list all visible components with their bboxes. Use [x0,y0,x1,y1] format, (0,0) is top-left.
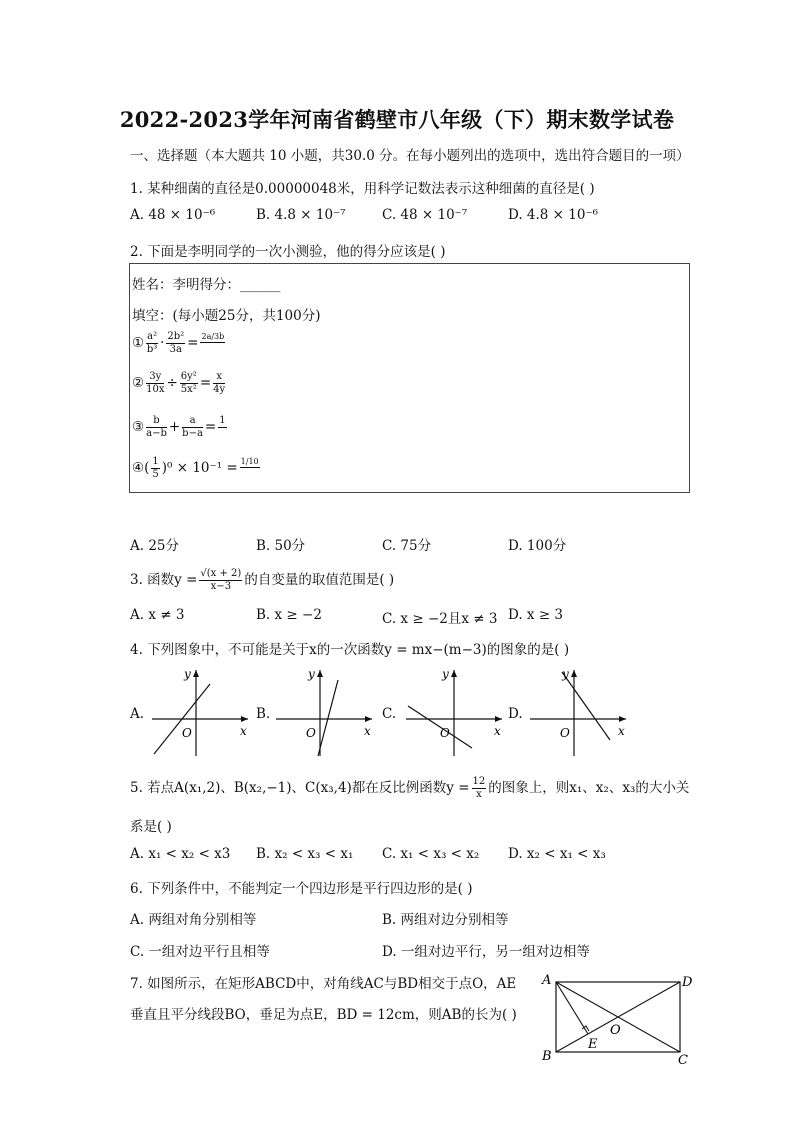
question-3-text: 3. 函数y = $\frac{√(x + 2)}{x-3}$ 的自变量的取值范围是( ) [130,568,395,592]
svg-text:E: E [588,1037,598,1052]
frac-1c: 2a/3b [201,332,225,341]
q4-option-b[interactable]: B. [256,706,271,722]
svg-text:x: x [494,724,501,738]
svg-text:y: y [184,667,191,681]
q5-option-d[interactable]: D. x₂ < x₁ < x₃ [508,846,606,862]
q1-option-a[interactable]: A. 48 × 10⁻⁶ [130,207,216,223]
q6-option-d[interactable]: D. 一组对边平行，另一组对边相等 [382,944,590,960]
q3-option-c[interactable]: C. x ≥ −2且x ≠ 3 [382,611,498,627]
q3-option-a[interactable]: A. x ≠ 3 [130,607,185,623]
q4-graph-d [526,664,630,760]
q1-option-b[interactable]: B. 4.8 × 10⁻⁷ [256,207,346,223]
q4-option-a[interactable]: A. [130,706,145,722]
q5-option-b[interactable]: B. x₂ < x₃ < x₁ [256,846,354,862]
q3-option-b[interactable]: B. x ≥ −2 [256,607,322,623]
q1-option-d[interactable]: D. 4.8 × 10⁻⁶ [508,207,599,223]
q2-option-a[interactable]: A. 25分 [130,538,180,554]
q4-graph-b [272,664,376,760]
question-1-text: 1. 某种细菌的直径是0.00000048米，用科学记数法表示这种细菌的直径是( ) [130,181,595,197]
quiz-fill-line: 填空：(每小题25分，共100分) [132,308,321,324]
svg-text:C: C [678,1053,688,1068]
svg-text:B: B [542,1049,552,1064]
q3-option-d[interactable]: D. x ≥ 3 [508,607,564,623]
q5-option-a[interactable]: A. x₁ < x₂ < x3 [130,846,231,862]
q5-fraction: $\frac{12}{x}$ [472,776,486,800]
frac-1a: $\frac{\text{a²}}{\text{b³}}$ [146,331,158,355]
q6-option-a[interactable]: A. 两组对角分别相等 [130,912,257,928]
question-7-text: 7. 如图所示，在矩形ABCD中，对角线AC与BD相交于点O，AE [130,976,517,992]
q3-fraction: $\frac{√(x + 2)}{x-3}$ [200,568,242,592]
quiz-name-line: 姓名：李明得分：______ [132,277,281,293]
section-heading: 一、选择题（本大题共 10 小题，共30.0 分。在每小题列出的选项中，选出符合题目的一项） [130,148,690,164]
question-6-text: 6. 下列条件中，不能判定一个四边形是平行四边形的是( ) [130,881,473,897]
quiz-item-1: ① $\frac{\text{a²}}{\text{b³}}$ · $\frac{\text{2b²}}{3a}$ = 2a/3b [132,331,225,355]
quiz-item-2: ② $\frac{3y}{10x}$ ÷ $\frac{\text{6y²}}{\text{5x²}}$ = $\frac{x}{4y}$ [132,371,226,395]
q1-option-c[interactable]: C. 48 × 10⁻⁷ [382,207,468,223]
question-4-text: 4. 下列图象中，不可能是关于x的一次函数y = mx−(m−3)的图象的是( ) [130,642,570,658]
exam-title: 2022-2023学年河南省鹤壁市八年级（下）期末数学试卷 [119,107,675,132]
svg-text:O: O [560,726,570,740]
svg-text:O: O [306,726,316,740]
q4-graph-c [402,664,506,760]
svg-text:O: O [610,1023,621,1038]
q2-option-b[interactable]: B. 50分 [256,538,306,554]
svg-text:y: y [442,667,449,681]
q4-option-d[interactable]: D. [508,706,523,722]
q2-option-d[interactable]: D. 100分 [508,538,567,554]
svg-text:x: x [364,724,371,738]
q4-option-c[interactable]: C. [382,706,397,722]
frac-1b: $\frac{\text{2b²}}{3a}$ [167,331,185,355]
svg-text:D: D [682,975,693,990]
q6-option-b[interactable]: B. 两组对边分别相等 [382,912,509,928]
quiz-item-3: ③ $\frac{b}{a-b}$ + $\frac{a}{b-a}$ = 1 [132,415,226,439]
svg-text:y: y [308,667,315,681]
question-2-text: 2. 下面是李明同学的一次小测验，他的得分应该是( ) [130,244,446,260]
question-5-text-cont: 系是( ) [130,819,172,835]
question-5-text: 5. 若点A(x₁,2)、B(x₂,−1)、C(x₃,4)都在反比例函数y = $\frac{12}{x}$ 的图象上，则x₁、x₂、x₃的大小关 [130,776,690,800]
svg-text:x: x [618,724,625,738]
svg-text:A: A [542,973,552,988]
svg-text:y: y [562,667,569,681]
svg-text:O: O [182,726,192,740]
svg-text:x: x [240,724,247,738]
question-7-text-cont: 垂直且平分线段BO，垂足为点E，BD = 12cm，则AB的长为( ) [130,1007,517,1023]
q2-option-c[interactable]: C. 75分 [382,538,432,554]
rectangle-abcd-figure [536,970,696,1070]
q6-option-c[interactable]: C. 一组对边平行且相等 [130,944,270,960]
quiz-item-4: ④( $\frac{1}{5}$ )⁰ × 10⁻¹ = 1/10 [132,456,259,480]
quiz-box [129,263,690,493]
svg-text:O: O [440,726,450,740]
q5-option-c[interactable]: C. x₁ < x₃ < x₂ [382,846,480,862]
q4-graph-a [148,664,252,760]
